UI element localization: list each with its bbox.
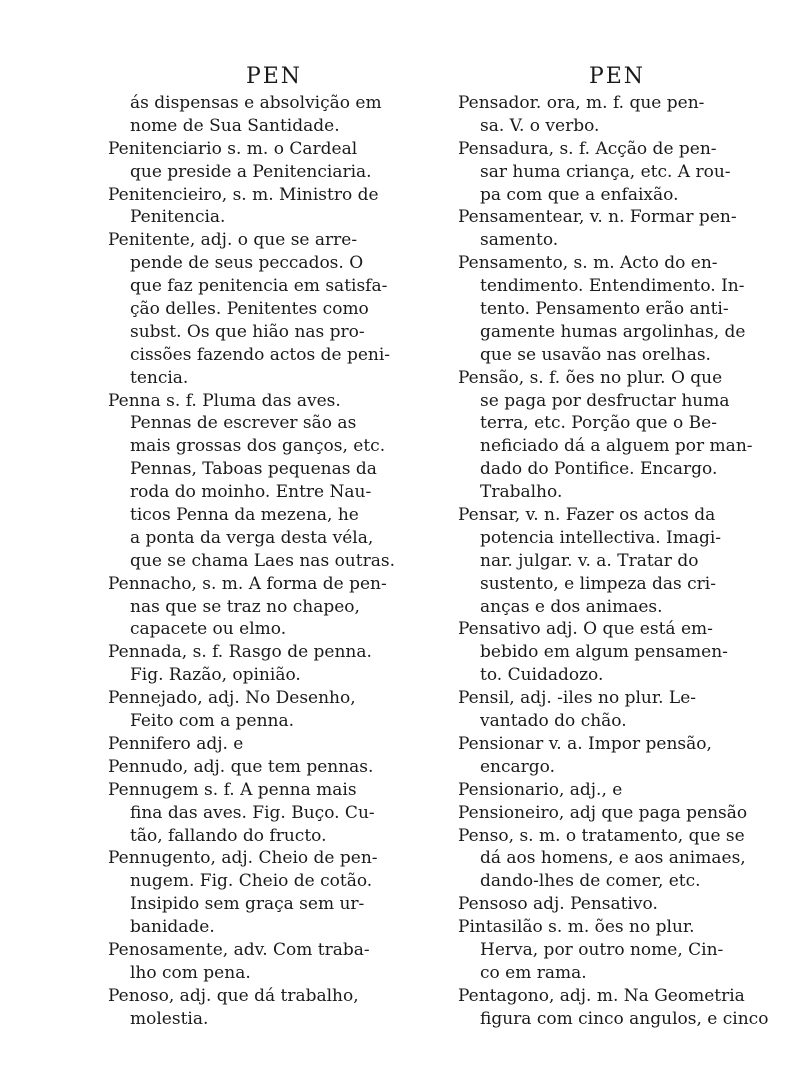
entry-continuation-line: Pennas, Taboas pequenas da [130,459,377,480]
entry-headword-line: Pensioneiro, adj que paga pensão [458,802,748,823]
entry-headword-line: Penitencieiro, s. m. Ministro de [108,184,379,205]
entry-headword-line: Pennada, s. f. Rasgo de penna. [108,642,372,663]
entry-continuation-line: tendimento. Entendimento. In- [480,276,745,297]
entry-continuation-line: que preside a Penitenciaria. [130,161,372,182]
entry-headword-line: Pennejado, adj. No Desenho, [108,688,356,709]
left-column [108,62,440,1031]
entry-continuation-line: lho com pena. [130,962,251,983]
entry-continuation-line: Trabalho. [480,482,563,503]
right-column [458,62,776,1031]
entry-continuation-line: sustento, e limpeza das cri- [480,573,716,594]
entry-continuation-line: fina das aves. Fig. Buço. Cu- [130,802,375,823]
entry-continuation-line: potencia intellectiva. Imagi- [480,527,722,548]
entry-continuation-line: que se chama Laes nas outras. [130,550,395,571]
entry-headword-line: Pennudo, adj. que tem pennas. [108,756,374,777]
entry-continuation-line: figura com cinco angulos, e cinco [480,1008,769,1029]
entry-continuation-line: ção delles. Penitentes como [130,299,369,320]
entry-continuation-line: to. Cuidadozo. [480,665,604,686]
entry-continuation-line: capacete ou elmo. [130,619,287,640]
entry-continuation-line: nome de Sua Santidade. [130,115,340,136]
entry-continuation-line: nugem. Fig. Cheio de cotão. [130,871,373,892]
entry-continuation-line: que se usavão nas orelhas. [480,344,711,365]
entry-continuation-line: se paga por desfructar huma [480,390,730,411]
entry-headword-line: Penoso, adj. que dá trabalho, [108,985,359,1006]
entry-headword-line: Pensionar v. a. Impor pensão, [458,733,712,754]
entry-continuation-line: Insipido sem graça sem ur- [130,894,365,915]
entry-continuation-line: tão, fallando do fructo. [130,825,327,846]
entry-headword-line: Pensativo adj. O que está em- [458,619,713,640]
entry-headword-line: Pennugem s. f. A penna mais [108,779,357,800]
entry-continuation-line: Penitencia. [130,207,226,228]
entry-continuation-line: Herva, por outro nome, Cin- [480,939,724,960]
entry-continuation-line: pa com que a enfaixão. [480,184,679,205]
entry-continuation-line: roda do moinho. Entre Nau- [130,482,372,503]
entry-continuation-line: a ponta da verga desta véla, [130,527,374,548]
entry-continuation-line: subst. Os que hião nas pro- [130,321,365,342]
entry-headword-line: Pennifero adj. e [108,733,244,754]
entry-continuation-line: tento. Pensamento erão anti- [480,299,729,320]
entry-continuation-line: co em rama. [480,962,587,983]
entry-continuation-line: dá aos homens, e aos animaes, [480,848,746,869]
entry-continuation-line: anças e dos animaes. [480,596,663,617]
entry-headword-line: Pensamento, s. m. Acto do en- [458,253,718,274]
entry-headword-line: Pensão, s. f. ões no plur. O que [458,367,723,388]
entry-continuation-line: gamente humas argolinhas, de [480,321,746,342]
left-running-header: PEN [245,64,303,89]
entry-continuation-line: encargo. [480,756,556,777]
entry-headword-line: Pensionario, adj., e [458,779,623,800]
entry-headword-line: Penitente, adj. o que se arre- [108,230,358,251]
right-running-header: PEN [588,64,646,89]
entry-headword-line: Pennugento, adj. Cheio de pen- [108,848,378,869]
left-column-lines [108,92,440,1031]
entry-continuation-line: molestia. [130,1008,209,1029]
entry-continuation-line: neficiado dá a alguem por man- [480,436,753,457]
entry-continuation-line: bebido em algum pensamen- [480,642,728,663]
entry-continuation-line: dando-lhes de comer, etc. [480,871,701,892]
entry-headword-line: Penitenciario s. m. o Cardeal [108,138,358,159]
entry-continuation-line: Feito com a penna. [130,711,295,732]
entry-continuation-line: dado do Pontifice. Encargo. [480,459,718,480]
entry-headword-line: Pennacho, s. m. A forma de pen- [108,573,387,594]
entry-headword-line: Pintasilão s. m. ões no plur. [458,917,695,938]
entry-continuation-line: ás dispensas e absolvição em [130,93,382,113]
entry-continuation-line: ticos Penna da mezena, he [130,505,359,526]
entry-headword-line: Pensadura, s. f. Acção de pen- [458,138,717,159]
entry-continuation-line: tencia. [130,367,189,388]
entry-continuation-line: sa. V. o verbo. [480,115,600,136]
entry-headword-line: Penosamente, adv. Com traba- [108,939,370,960]
entry-continuation-line: mais grossas dos ganços, etc. [130,436,386,457]
entry-continuation-line: terra, etc. Porção que o Be- [480,413,717,434]
entry-continuation-line: Pennas de escrever são as [130,413,357,434]
entry-continuation-line: sar huma criança, etc. A rou- [480,161,731,182]
entry-continuation-line: nar. julgar. v. a. Tratar do [480,550,699,571]
entry-continuation-line: nas que se traz no chapeo, [130,596,360,617]
entry-continuation-line: pende de seus peccados. O [130,253,364,274]
entry-headword-line: Pensar, v. n. Fazer os actos da [458,505,716,526]
right-column-lines [458,92,776,1031]
entry-headword-line: Pensador. ora, m. f. que pen- [458,93,705,113]
entry-headword-line: Pensamentear, v. n. Formar pen- [458,207,737,228]
entry-headword-line: Pensil, adj. -iles no plur. Le- [458,688,697,709]
entry-continuation-line: samento. [480,230,559,251]
entry-headword-line: Penna s. f. Pluma das aves. [108,390,341,411]
entry-headword-line: Pentagono, adj. m. Na Geometria [458,985,745,1006]
entry-continuation-line: Fig. Razão, opinião. [130,665,301,686]
entry-continuation-line: que faz penitencia em satisfa- [130,276,388,297]
entry-continuation-line: cissões fazendo actos de peni- [130,344,391,365]
entry-headword-line: Penso, s. m. o tratamento, que se [458,825,745,846]
entry-headword-line: Pensoso adj. Pensativo. [458,894,658,915]
entry-continuation-line: banidade. [130,917,215,938]
entry-continuation-line: vantado do chão. [480,711,627,732]
